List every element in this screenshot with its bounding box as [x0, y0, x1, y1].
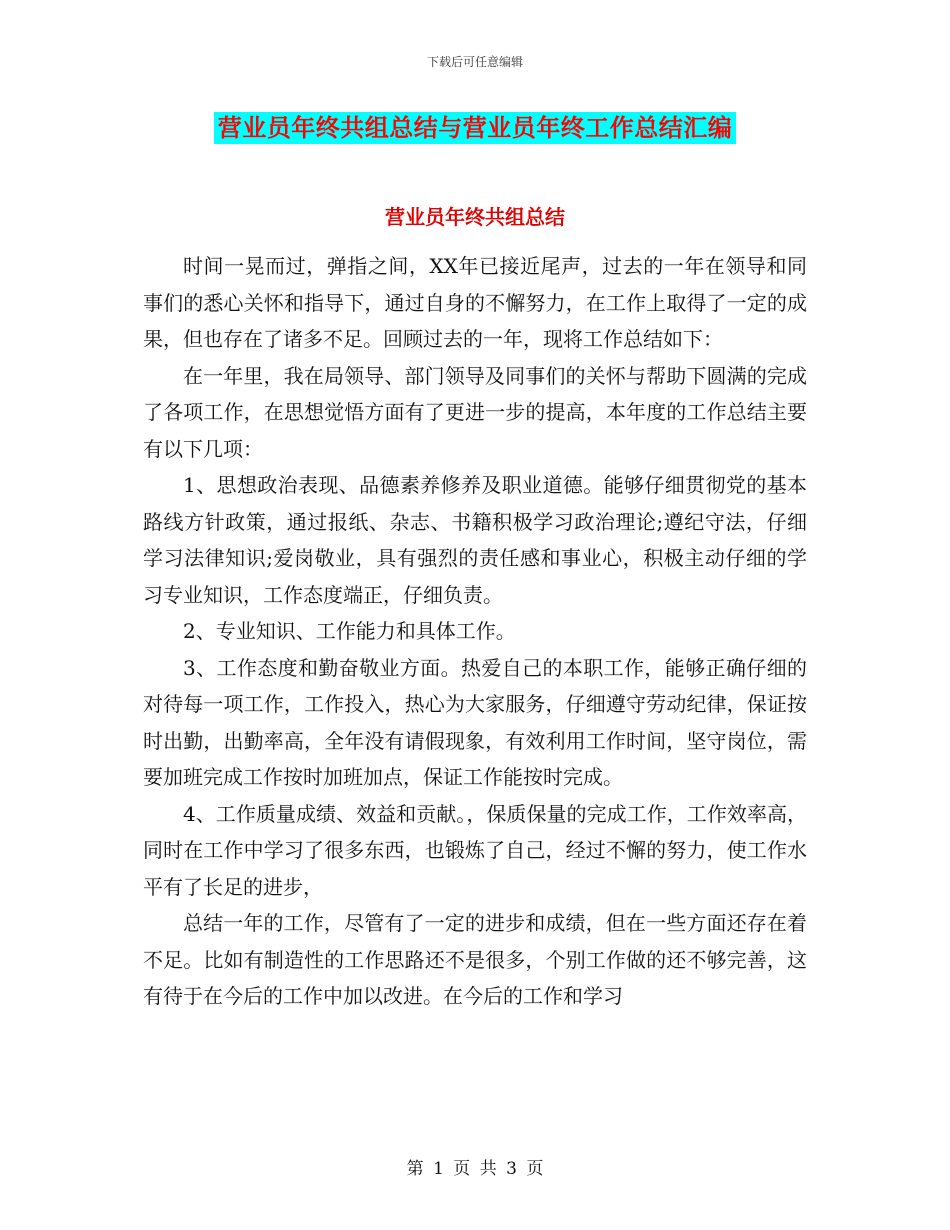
main-title-container	[0, 112, 950, 144]
paragraph: 3、工作态度和勤奋敬业方面。热爱自己的本职工作，能够正确仔细的对待每一项工作，工作投入，热心为大家服务，仔细遵守劳动纪律，保证按时出勤，出勤率高，全年没有请假现象，有效利用工作时间，坚守岗位，需要加班完成工作按时加班加点，保证工作能按时完成。	[143, 655, 807, 789]
document-body	[143, 248, 807, 1015]
paragraph: 在一年里，我在局领导、部门领导及同事们的关怀与帮助下圆满的完成了各项工作，在思想觉悟方面有了更进一步的提高，本年度的工作总结主要有以下几项：	[143, 363, 807, 461]
paragraph: 时间一晃而过，弹指之间，XX年已接近尾声，过去的一年在领导和同事们的悉心关怀和指导下，通过自身的不懈努力，在工作上取得了一定的成果，但也存在了诸多不足。回顾过去的一年，现将工作总结如下：	[143, 254, 807, 351]
section-title: 营业员年终共组总结	[385, 205, 565, 229]
paragraph: 总结一年的工作，尽管有了一定的进步和成绩，但在一些方面还存在着不足。比如有制造性的工作思路还不是很多，个别工作做的还不够完善，这有待于在今后的工作中加以改进。在今后的工作和学习	[143, 911, 807, 1008]
paragraph: 2、专业知识、工作能力和具体工作。	[183, 619, 516, 643]
paragraph: 1、思想政治表现、品德素养修养及职业道德。能够仔细贯彻党的基本路线方针政策，通过报纸、杂志、书籍积极学习政治理论;遵纪守法，仔细学习法律知识;爱岗敬业，具有强烈的责任感和事业心，积极主动仔细的学习专业知识，工作态度端正，仔细负责。	[143, 473, 807, 607]
page-number-footer: 第 1 页 共 3 页	[406, 1159, 544, 1179]
header-note: 下载后可任意编辑	[426, 55, 523, 69]
paragraph: 4、工作质量成绩、效益和贡献。，保质保量的完成工作，工作效率高，同时在工作中学习了很多东西，也锻炼了自己，经过不懈的努力，使工作水平有了长足的进步，	[143, 801, 807, 899]
document-title: 营业员年终共组总结与营业员年终工作总结汇编	[214, 112, 737, 144]
